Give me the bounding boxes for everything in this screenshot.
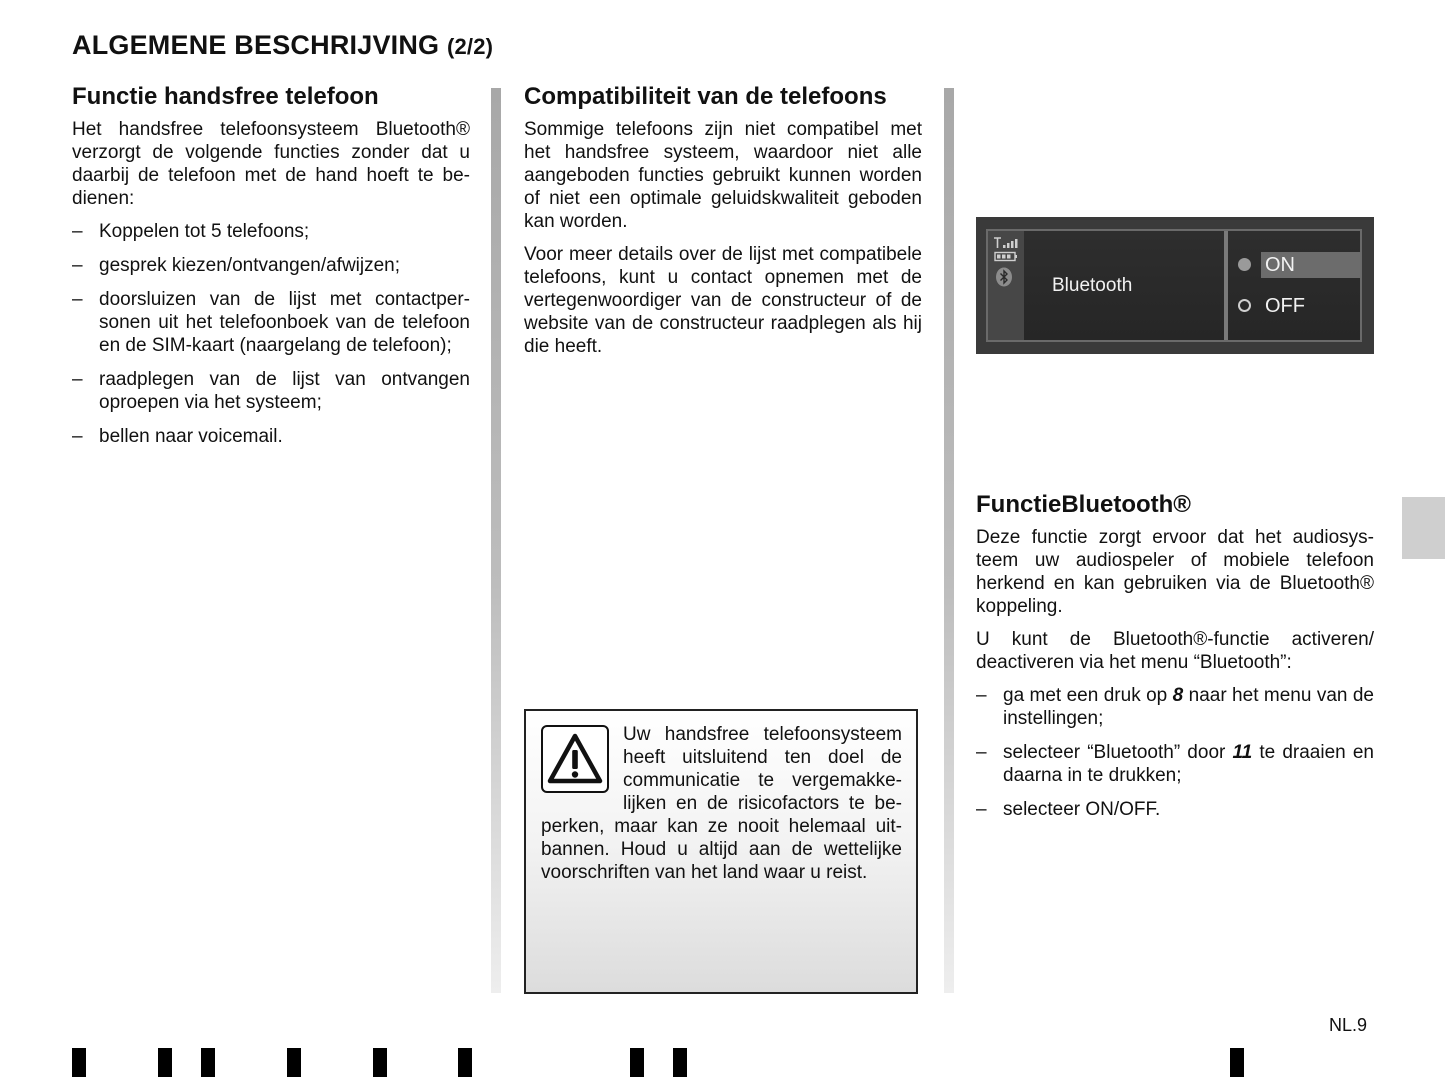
handsfree-feature-list (72, 220, 470, 448)
column-separator (491, 88, 501, 993)
screen-frame (986, 229, 1362, 342)
bluetooth-icon (994, 267, 1014, 287)
section-heading-compatibility: Compatibiliteit van de telefoons (524, 83, 887, 110)
list-item: – bellen naar voicemail. (72, 426, 283, 447)
battery-icon (994, 251, 1018, 263)
bluetooth-off-label: OFF (1265, 295, 1305, 317)
handsfree-intro: Het handsfree telefoonsysteem Bluetooth® verzorgt de volgende functies zonder dat u daarbij de telefoon met de hand hoeft te bedienen: (72, 119, 470, 209)
warning-triangle-icon (541, 725, 609, 793)
section-heading-handsfree: Functie handsfree telefoon (72, 83, 379, 110)
status-strip (988, 231, 1024, 340)
print-registration-mark (287, 1048, 301, 1077)
bluetooth-setting-label: Bluetooth (1052, 275, 1133, 296)
column-handsfree (72, 82, 470, 459)
radio-selected-icon (1238, 258, 1251, 271)
print-registration-mark (373, 1048, 387, 1077)
warning-box (524, 709, 918, 994)
page-title (72, 30, 493, 61)
print-registration-mark (1230, 1048, 1244, 1077)
chapter-tab-marker (1402, 497, 1445, 559)
list-item: – Koppelen tot 5 telefoons; (72, 221, 310, 242)
list-item: – raadplegen van de lijst van ontvangen oproepen via het systeem; (72, 369, 470, 413)
compatibility-para-2: Voor meer details over de lijst met compatibele telefoons, kunt u contact opnemen met de vertegenwoordiger van de constructeur of de website van de constructeur raadplegen als hij die heeft. (524, 244, 922, 357)
bluetooth-on-option[interactable] (1238, 252, 1358, 278)
print-registration-mark (158, 1048, 172, 1077)
compatibility-para-1: Sommige telefoons zijn niet compatibel met het handsfree systeem, waardoor niet alle aangeboden functies gebruikt kunnen worden of niet een optimale geluidskwaliteit geboden kan worden. (524, 119, 922, 232)
bluetooth-on-label: ON (1261, 252, 1361, 278)
radio-unselected-icon (1238, 299, 1251, 312)
page-title-suffix: (2/2) (446, 34, 494, 59)
list-item: – ga met een druk op 8 naar het menu van de instellingen; (976, 685, 1374, 729)
list-item: – gesprek kiezen/ontvangen/afwijzen; (72, 255, 401, 276)
list-item: – doorsluizen van de lijst met contactpersonen uit het telefoonboek van de telefoon en de SIM-kaart (naargelang de telefoon); (72, 289, 470, 356)
page-title-text: ALGEMENE BESCHRIJVING (72, 30, 440, 60)
print-registration-mark (72, 1048, 86, 1077)
print-registration-mark (458, 1048, 472, 1077)
list-item: – selecteer ON/OFF. (976, 799, 1161, 820)
bluetooth-settings-screen (976, 217, 1374, 354)
section-heading-bluetooth: FunctieBluetooth® (976, 491, 1191, 518)
list-item: – selecteer “Bluetooth” door 11 te draaien en daarna in te drukken; (976, 742, 1374, 786)
signal-strength-icon (994, 237, 1018, 249)
screen-divider (1224, 231, 1228, 340)
print-registration-mark (201, 1048, 215, 1077)
bluetooth-off-option[interactable] (1238, 293, 1358, 319)
page-number: NL.9 (1329, 1015, 1368, 1035)
column-bluetooth (976, 490, 1374, 832)
bluetooth-para-1: Deze functie zorgt ervoor dat het audiosysteem uw audiospeler of mobiele telefoon herkend en kan gebruiken via de Bluetooth® koppeling. (976, 527, 1374, 617)
bluetooth-para-2: U kunt de Bluetooth®-functie activeren/ deactiveren via het menu “Bluetooth”: (976, 629, 1374, 673)
bluetooth-steps-list (976, 684, 1374, 821)
column-compatibility (524, 82, 922, 368)
print-registration-mark (630, 1048, 644, 1077)
column-separator (944, 88, 954, 993)
warning-text: Uw handsfree telefoonsysteem heeft uitsluitend ten doel de communicatie te vergemakkelijken en de risicofactors te beperken, maar kan ze nooit helemaal uitbannen. Houd u altijd aan de wettelijke voorschriften van het land waar u reist. (541, 724, 902, 883)
print-registration-mark (673, 1048, 687, 1077)
